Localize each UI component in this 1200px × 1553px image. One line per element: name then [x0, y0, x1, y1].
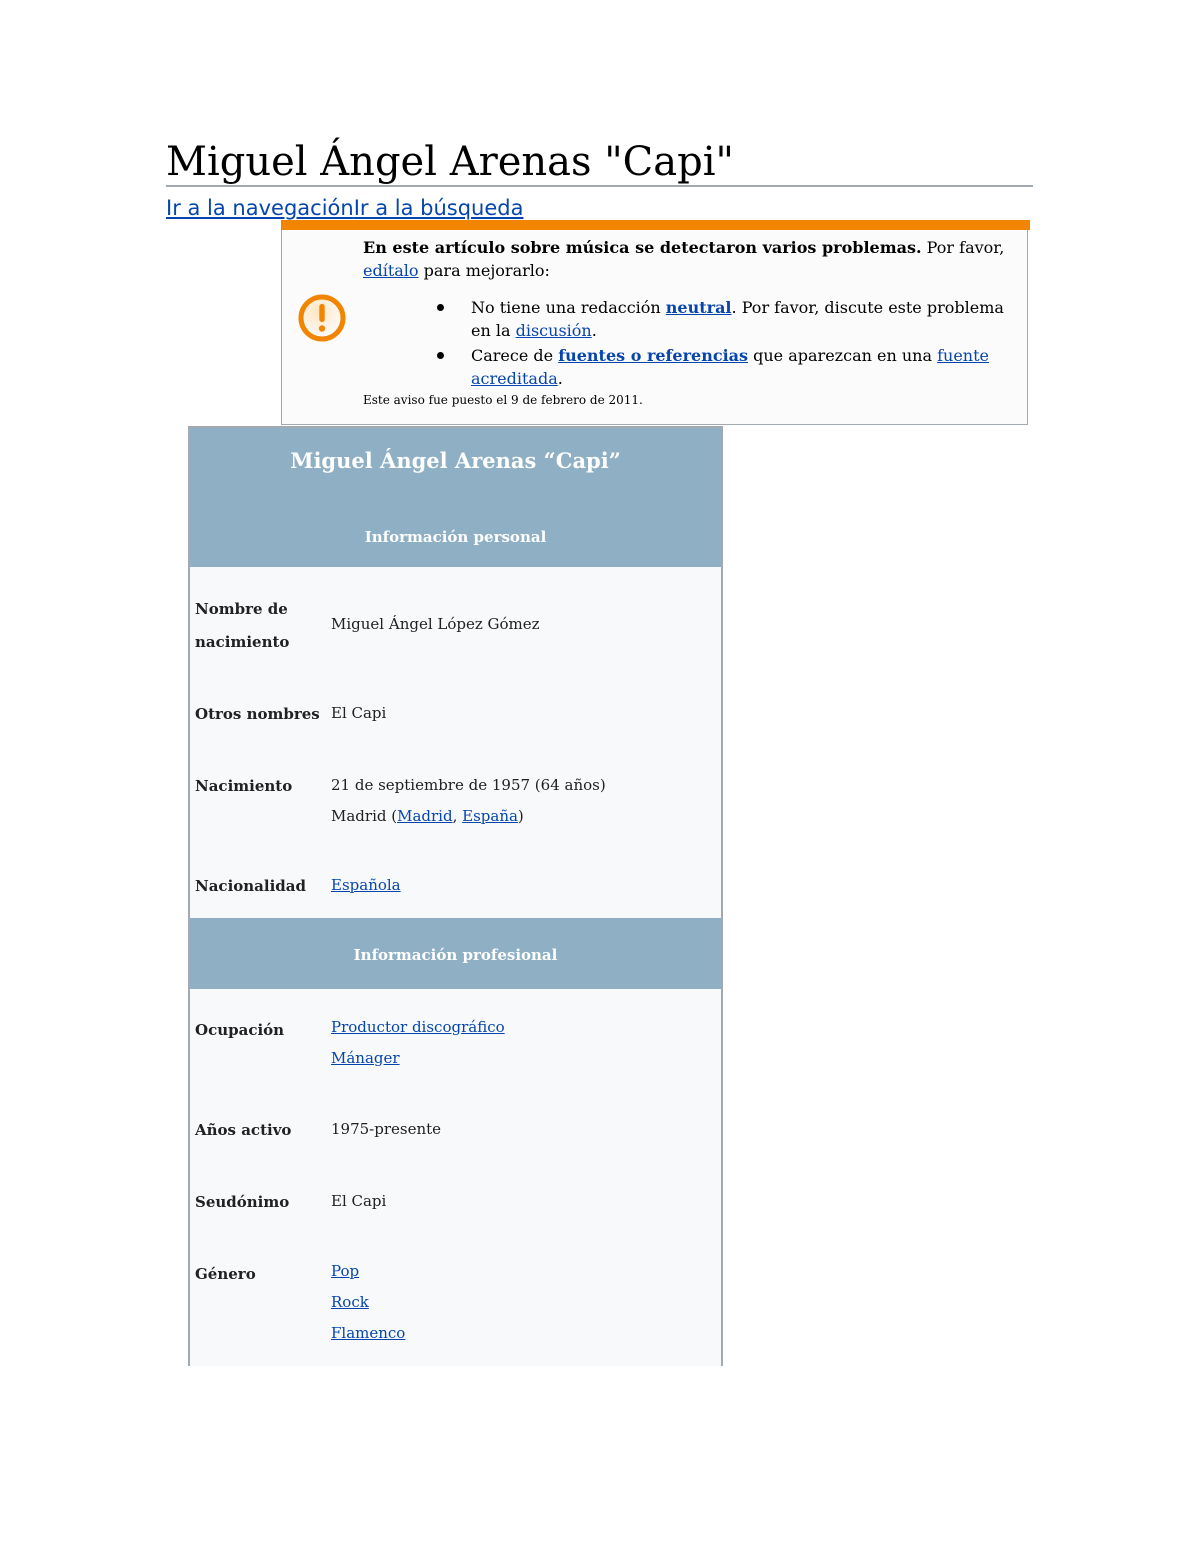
years-active-label: Años activo [195, 1121, 292, 1139]
infobox [188, 426, 723, 1366]
list-item [471, 344, 1008, 390]
genre-label: Género [195, 1265, 256, 1283]
alias-value: El Capi [331, 1192, 387, 1210]
row-birth-name [190, 591, 721, 657]
discussion-link[interactable]: discusión [515, 321, 592, 340]
issue-text: . [591, 321, 597, 340]
genre-link-flamenco[interactable]: Flamenco [331, 1324, 406, 1342]
issue-text: . [557, 369, 563, 388]
issue-text: Carece de [471, 346, 559, 365]
spain-link[interactable]: España [462, 807, 518, 825]
years-active-value: 1975-presente [331, 1120, 442, 1138]
notice-intro-text: Por favor, [921, 238, 1005, 257]
birth-place-close: ) [517, 807, 524, 825]
issues-notice-box [281, 220, 1028, 425]
issue-text: que aparezcan en una [748, 346, 938, 365]
birth-name-value: Miguel Ángel López Gómez [331, 615, 540, 633]
occupation-value [331, 1012, 711, 1074]
occupation-label: Ocupación [195, 1021, 285, 1039]
edit-link[interactable]: edítalo [363, 261, 419, 280]
birth-place-sep: , [452, 807, 463, 825]
section-personal-heading: Información personal [364, 528, 547, 546]
birth-date: 21 de septiembre de 1957 (64 años) [331, 776, 606, 794]
jump-to-search-link[interactable]: Ir a la búsqueda [353, 196, 524, 220]
birth-label: Nacimiento [195, 777, 293, 795]
section-professional-heading: Información profesional [353, 946, 558, 964]
list-item [471, 296, 1008, 342]
notice-intro-text-2: para mejorarlo: [418, 261, 550, 280]
genre-link-pop[interactable]: Pop [331, 1262, 360, 1280]
other-names-value: El Capi [331, 704, 387, 722]
jump-to-navigation-link[interactable]: Ir a la navegación [166, 196, 354, 220]
notice-intro [363, 236, 1008, 282]
nationality-value [331, 870, 711, 901]
occupation-link-manager[interactable]: Mánager [331, 1049, 400, 1067]
section-professional-header [190, 918, 721, 989]
sources-link[interactable]: fuentes o referencias [558, 346, 749, 365]
alias-label: Seudónimo [195, 1193, 290, 1211]
birth-name-label: Nombre de nacimiento [195, 600, 290, 651]
infobox-title: Miguel Ángel Arenas “Capi” [290, 448, 621, 473]
birth-value [331, 770, 711, 832]
neutral-link[interactable]: neutral [665, 298, 732, 317]
nationality-label: Nacionalidad [195, 877, 306, 895]
nationality-link[interactable]: Española [331, 876, 401, 894]
issues-list [363, 296, 1008, 390]
notice-text [363, 236, 1008, 408]
genre-link-rock[interactable]: Rock [331, 1293, 369, 1311]
notice-accent-bar [281, 220, 1030, 230]
birth-place-text: Madrid ( [331, 807, 398, 825]
infobox-header [190, 428, 721, 567]
notice-date: Este aviso fue puesto el 9 de febrero de 2011. [363, 393, 643, 407]
birth-place [331, 801, 711, 832]
warning-exclamation-icon [297, 293, 347, 343]
jump-links [166, 194, 523, 222]
title-divider [166, 185, 1033, 187]
issue-text: No tiene una redacción [471, 298, 666, 317]
page-title: Miguel Ángel Arenas "Capi" [166, 139, 734, 185]
issue-text: . Por favor, discute este problema en la [471, 298, 1004, 340]
notice-bold-intro: En este artículo sobre música se detectaron varios problemas. [363, 238, 922, 257]
reliable-source-link[interactable]: fuente acreditada [471, 346, 989, 388]
other-names-label: Otros nombres [195, 705, 320, 723]
genre-value [331, 1256, 711, 1349]
occupation-link-producer[interactable]: Productor discográfico [331, 1018, 505, 1036]
madrid-link[interactable]: Madrid [397, 807, 453, 825]
